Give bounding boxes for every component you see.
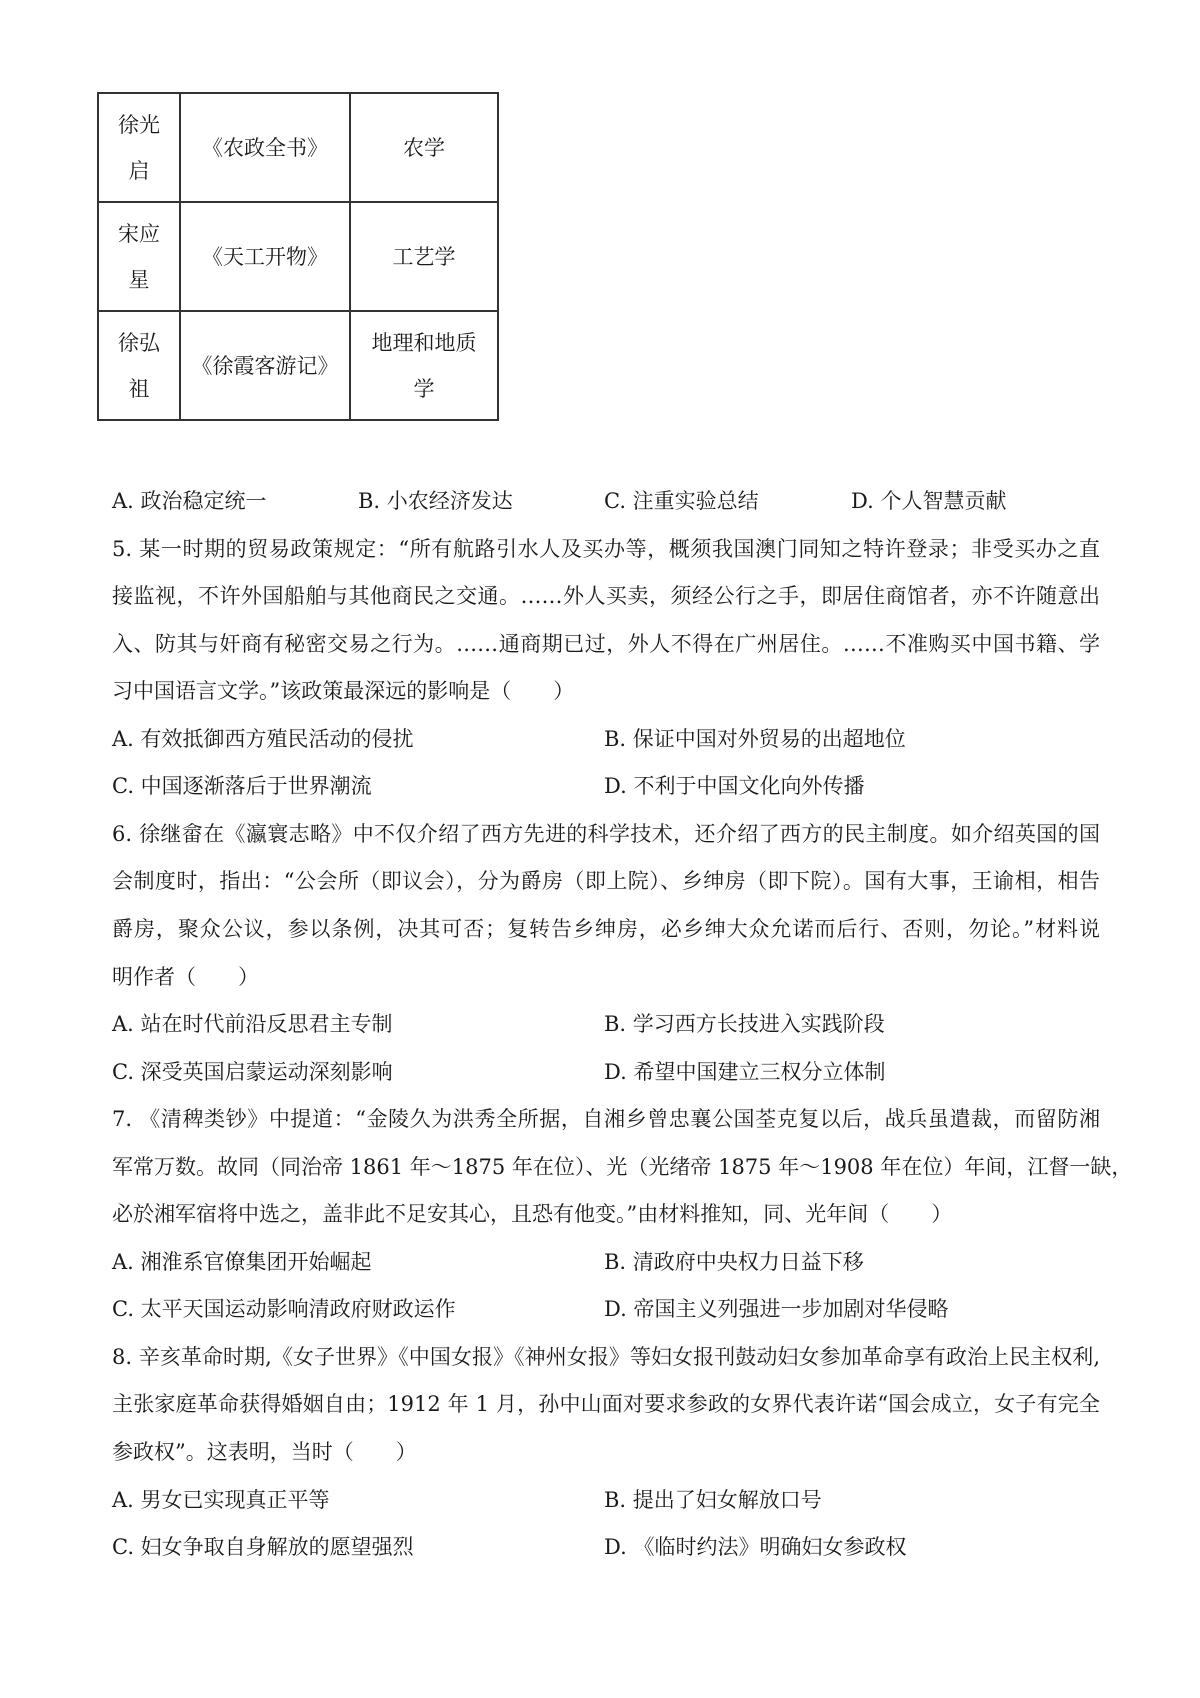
question-text-line: 参政权”。这表明，当时（ ） bbox=[112, 1440, 417, 1464]
answer-option-c[interactable]: C. 妇女争取自身解放的愿望强烈 bbox=[112, 1535, 414, 1560]
person-text: 徐光启 bbox=[118, 112, 160, 183]
table-cell-person bbox=[98, 202, 180, 311]
table-cell-field bbox=[350, 311, 498, 420]
answer-option-d[interactable]: D. 《临时约法》明确妇女参政权 bbox=[604, 1535, 907, 1560]
answer-option-b[interactable]: B. 学习西方长技进入实践阶段 bbox=[604, 1012, 885, 1037]
question-text-line: 爵房，聚众公议，参以条例，决其可否；复转告乡绅房，必乡绅大众允诺而后行、否则，勿论。”材料说 bbox=[112, 916, 1100, 941]
question-text-line: 5. 某一时期的贸易政策规定：“所有航路引水人及买办等，概须我国澳门同知之特许登录；非受买办之直 bbox=[112, 536, 1100, 561]
question-text-line: 明作者（ ） bbox=[112, 964, 259, 989]
field-text: 工艺学 bbox=[392, 244, 456, 269]
table-row bbox=[98, 202, 498, 311]
question-text-line: 6. 徐继畲在《瀛寰志略》中不仅介绍了西方先进的科学技术，还介绍了西方的民主制度。如介绍英国的国 bbox=[112, 821, 1100, 846]
answer-option-b[interactable]: B. 清政府中央权力日益下移 bbox=[604, 1249, 864, 1274]
answer-option-d[interactable]: D. 个人智慧贡献 bbox=[851, 489, 1007, 513]
book-text: 《徐霞客游记》 bbox=[191, 353, 339, 378]
table-cell-field bbox=[350, 202, 498, 311]
table-cell-book bbox=[180, 93, 350, 202]
table-cell-person bbox=[98, 93, 180, 202]
answer-option-a[interactable]: A. 男女已实现真正平等 bbox=[112, 1487, 330, 1512]
answer-option-c[interactable]: C. 中国逐渐落后于世界潮流 bbox=[112, 774, 372, 799]
person-text: 徐弘祖 bbox=[118, 330, 160, 401]
answer-option-a[interactable]: A. 站在时代前沿反思君主专制 bbox=[112, 1012, 393, 1037]
answer-option-a[interactable]: A. 政治稳定统一 bbox=[112, 489, 267, 513]
person-text: 宋应星 bbox=[118, 221, 160, 292]
field-text: 地理和地质学 bbox=[371, 330, 477, 401]
book-text: 《农政全书》 bbox=[202, 135, 328, 160]
answer-option-c[interactable]: C. 深受英国启蒙运动深刻影响 bbox=[112, 1059, 393, 1084]
table-cell-book bbox=[180, 311, 350, 420]
answer-option-b[interactable]: B. 小农经济发达 bbox=[358, 489, 513, 513]
table-row bbox=[98, 311, 498, 420]
question-text-line: 军常万数。故同（同治帝 1861 年～1875 年在位）、光（光绪帝 1875 年～1908 年在位）年间，江督一缺， bbox=[112, 1154, 1133, 1179]
answer-option-b[interactable]: B. 保证中国对外贸易的出超地位 bbox=[604, 726, 906, 751]
table-cell-person bbox=[98, 311, 180, 420]
answer-option-c[interactable]: C. 注重实验总结 bbox=[604, 489, 759, 513]
question-text-line: 主张家庭革命获得婚姻自由；1912 年 1 月，孙中山面对要求参政的女界代表许诺“国会成立，女子有完全 bbox=[112, 1392, 1100, 1417]
answer-option-d[interactable]: D. 希望中国建立三权分立体制 bbox=[604, 1059, 886, 1084]
table-cell-book bbox=[180, 202, 350, 311]
field-text: 农学 bbox=[403, 135, 445, 160]
table-row bbox=[98, 93, 498, 202]
answer-option-a[interactable]: A. 湘淮系官僚集团开始崛起 bbox=[112, 1249, 372, 1274]
scientists-table bbox=[97, 92, 499, 421]
question-text-line: 必於湘军宿将中选之，盖非此不足安其心，且恐有他变。”由材料推知，同、光年间（ ） bbox=[112, 1202, 953, 1227]
answer-option-c[interactable]: C. 太平天国运动影响清政府财政运作 bbox=[112, 1297, 456, 1322]
answer-option-d[interactable]: D. 不利于中国文化向外传播 bbox=[604, 774, 865, 799]
question-text-line: 接监视，不许外国船舶与其他商民之交通。……外人买卖，须经公行之手，即居住商馆者，亦不许随意出 bbox=[112, 584, 1100, 609]
question-text-line: 7. 《清稗类钞》中提道：“金陵久为洪秀全所据，自湘乡曾忠襄公国荃克复以后，战兵虽遣裁，而留防湘 bbox=[112, 1107, 1100, 1132]
question-text-line: 入、防其与奸商有秘密交易之行为。……通商期已过，外人不得在广州居住。……不准购买中国书籍、学 bbox=[112, 631, 1100, 656]
answer-option-b[interactable]: B. 提出了妇女解放口号 bbox=[604, 1487, 822, 1512]
answer-option-a[interactable]: A. 有效抵御西方殖民活动的侵扰 bbox=[112, 726, 414, 751]
question-text-line: 习中国语言文学。”该政策最深远的影响是（ ） bbox=[112, 679, 575, 704]
question-text-line: 8. 辛亥革命时期,《女子世界》《中国女报》《神州女报》等妇女报刊鼓动妇女参加革命享有政治上民主权利, bbox=[112, 1344, 1100, 1369]
answer-option-d[interactable]: D. 帝国主义列强进一步加剧对华侵略 bbox=[604, 1297, 949, 1322]
book-text: 《天工开物》 bbox=[202, 244, 328, 269]
question-text-line: 会制度时，指出：“公会所（即议会），分为爵房（即上院）、乡绅房（即下院）。国有大事，王谕相，相告 bbox=[112, 869, 1100, 894]
table-cell-field bbox=[350, 93, 498, 202]
